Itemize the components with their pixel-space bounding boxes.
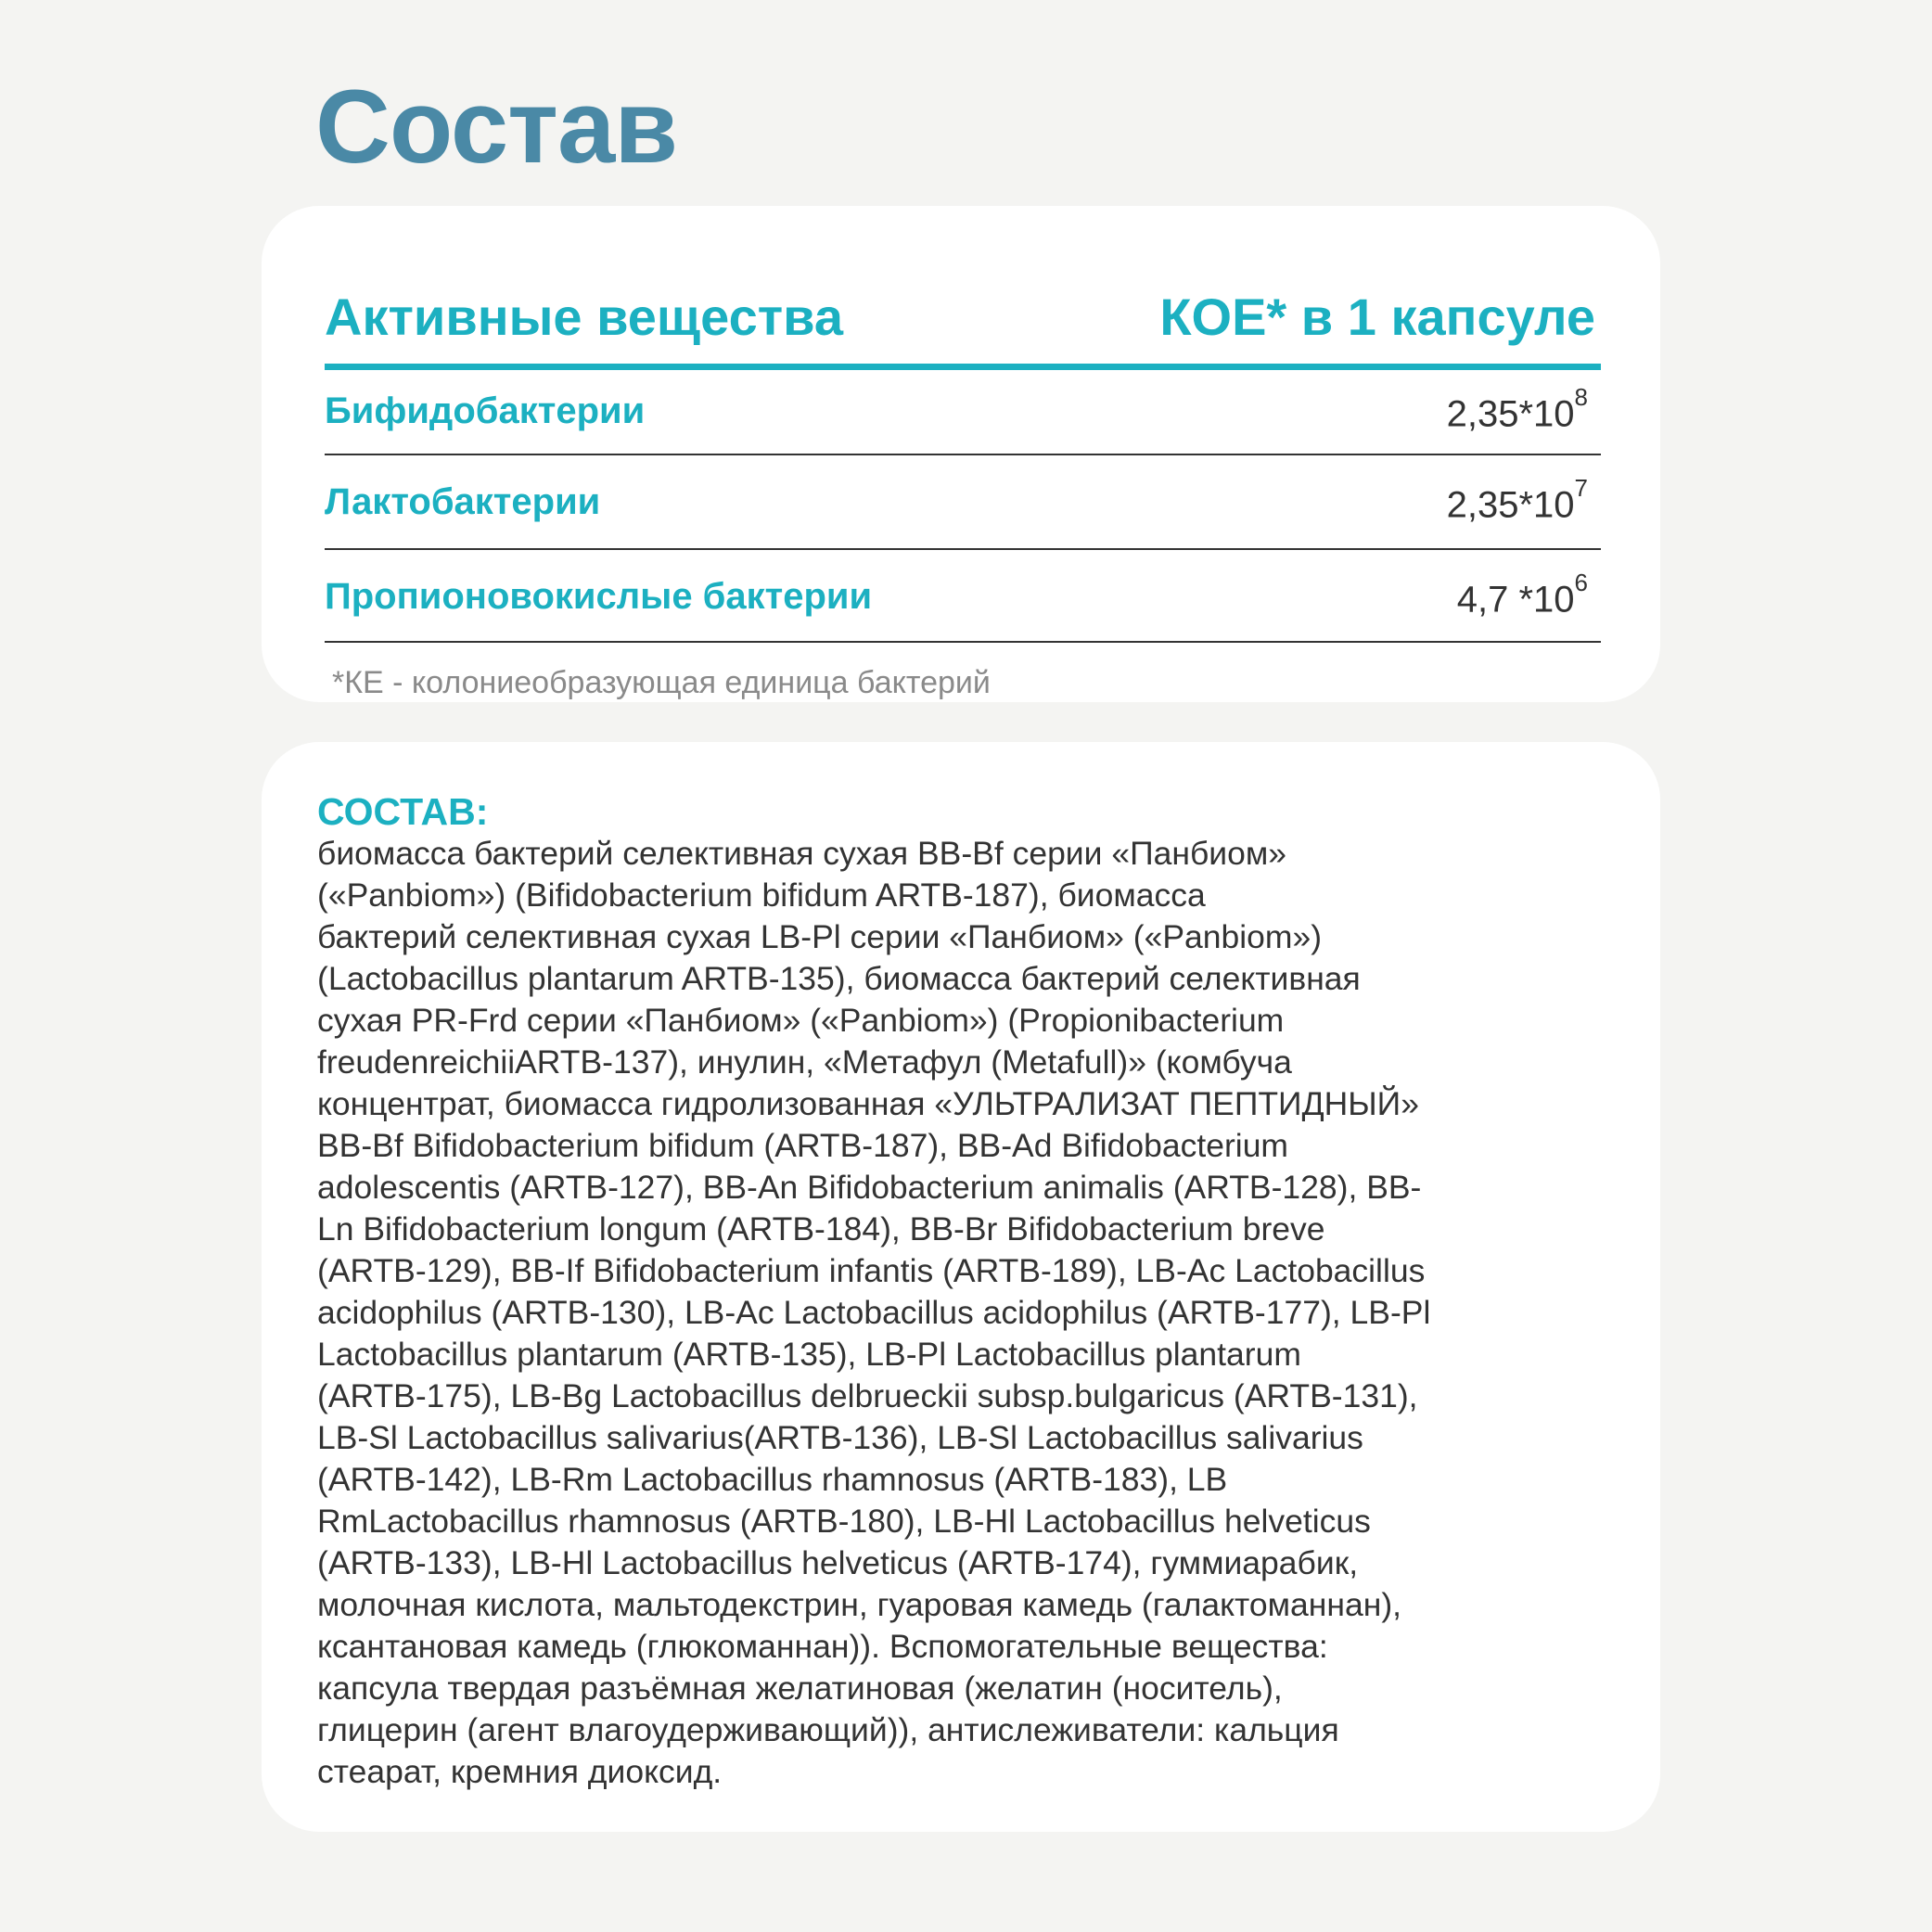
substance-name: Лактобактерии [325, 481, 601, 522]
composition-line: RmLactobacillus rhamnosus (ARTB-180), LB-Hl Lactobacillus helveticus [317, 1503, 1371, 1540]
composition-line: капсула твердая разъёмная желатиновая (желатин (носитель), [317, 1670, 1283, 1707]
composition-line: (ARTB-175), LB-Bg Lactobacillus delbrueckii subsp.bulgaricus (ARTB-131), [317, 1377, 1418, 1414]
cfu-footnote: *КЕ - колониеобразующая единица бактерий [332, 665, 991, 700]
value-exponent: 7 [1574, 474, 1588, 502]
composition-line: LB-Sl Lactobacillus salivarius(ARTB-136), LB-Sl Lactobacillus salivarius [317, 1419, 1363, 1456]
substance-value: $2,35*10^7$ [1446, 474, 1588, 526]
composition-line: («Panbiom») (Bifidobacterium bifidum ARTB-187), биомасса [317, 876, 1206, 914]
composition-line: BB-Bf Bifidobacterium bifidum (ARTB-187), BB-Ad Bifidobacterium [317, 1127, 1289, 1164]
table-header [325, 243, 1601, 370]
composition-heading: СОСТАВ: [317, 790, 489, 833]
substance-name: Бифидобактерии [325, 390, 646, 431]
composition-line: концентрат, биомасса гидролизованная «УЛЬТРАЛИЗАТ ПЕПТИДНЫЙ» [317, 1085, 1419, 1122]
header-active-substances: Активные вещества [325, 288, 843, 346]
composition-line: freudenreichiiARTB-137), инулин, «Метафул (Metafull)» (комбуча [317, 1043, 1292, 1081]
composition-line: глицерин (агент влагоудерживающий)), антислеживатели: кальция [317, 1711, 1339, 1748]
composition-line: adolescentis (ARTB-127), BB-An Bifidobacterium animalis (ARTB-128), BB- [317, 1169, 1422, 1206]
composition-line: (ARTB-142), LB-Rm Lactobacillus rhamnosus (ARTB-183), LB [317, 1461, 1228, 1498]
composition-line: ксантановая камедь (глюкоманнан)). Вспомогательные вещества: [317, 1628, 1328, 1665]
composition-line: (ARTB-133), LB-Hl Lactobacillus helveticus (ARTB-174), гуммиарабик, [317, 1544, 1359, 1581]
composition-card [262, 742, 1660, 1832]
substance-value: 4,7 $*10^6$ [1456, 569, 1588, 621]
value-exponent: 8 [1574, 383, 1588, 411]
composition-line: стеарат, кремния диоксид. [317, 1753, 723, 1790]
composition-line: молочная кислота, мальтодекстрин, гуаровая камедь (галактоманнан), [317, 1586, 1402, 1623]
active-substances-card [262, 206, 1660, 702]
composition-line: Ln Bifidobacterium longum (ARTB-184), BB-Br Bifidobacterium breve [317, 1210, 1325, 1247]
table-row [325, 455, 1601, 550]
composition-line: бактерий селективная сухая LB-Pl серии «Панбиом» («Panbiom») [317, 918, 1323, 955]
composition-line: сухая PR-Frd серии «Панбиом» («Panbiom») (Propionibacterium [317, 1002, 1285, 1039]
composition-text [317, 833, 1623, 1793]
page-title: Состав [315, 69, 678, 185]
value-exponent: 6 [1574, 569, 1588, 596]
header-cfu-per-capsule: КОЕ* в 1 капсуле [1159, 288, 1595, 346]
composition-line: Lactobacillus plantarum (ARTB-135), LB-Pl Lactobacillus plantarum [317, 1336, 1301, 1373]
composition-line: (Lactobacillus plantarum ARTB-135), биомасса бактерий селективная [317, 960, 1361, 997]
table-row [325, 550, 1601, 643]
table-row [325, 370, 1601, 455]
substance-name: Пропионовокислые бактерии [325, 576, 873, 617]
composition-line: acidophilus (ARTB-130), LB-Ac Lactobacillus acidophilus (ARTB-177), LB-Pl [317, 1294, 1431, 1331]
substance-value: $2,35*10^8$ [1446, 383, 1588, 435]
composition-line: (ARTB-129), BB-If Bifidobacterium infantis (ARTB-189), LB-Ac Lactobacillus [317, 1252, 1426, 1289]
composition-line: биомасса бактерий селективная сухая BB-Bf серии «Панбиом» [317, 835, 1286, 872]
